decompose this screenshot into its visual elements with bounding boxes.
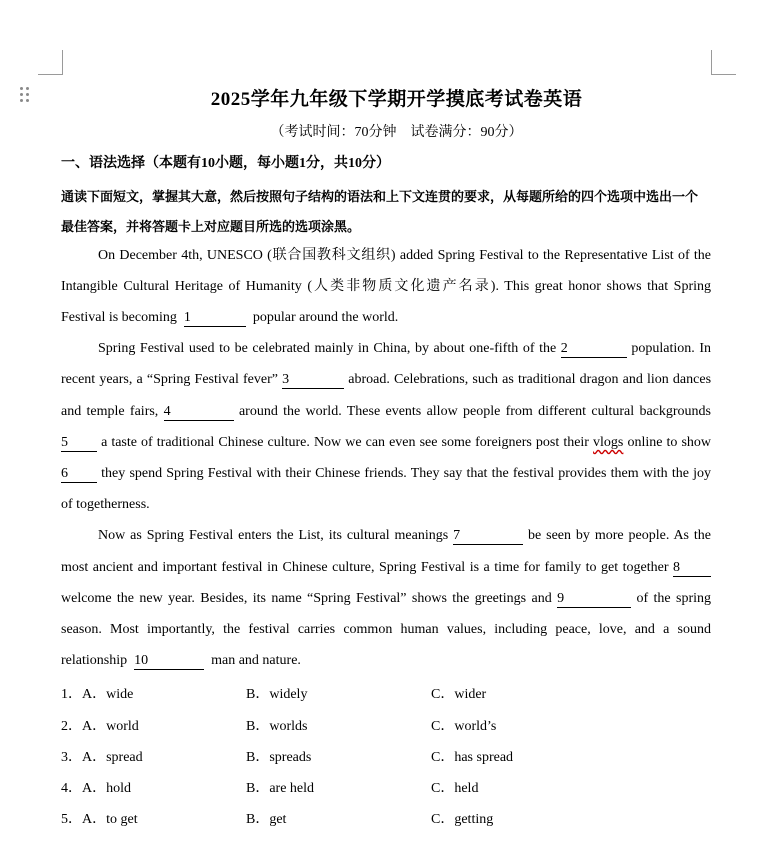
option-c[interactable]: C．wider <box>431 687 487 702</box>
option-a[interactable]: A．to get <box>82 812 138 827</box>
blank-2: 2 <box>561 341 627 358</box>
question-number: 1． <box>61 687 82 702</box>
misspelled-word: vlogs <box>593 435 624 450</box>
passage-line: recent years, a “Spring Festival fever” 3 abroad. Celebrations, such as traditional dragon and lion dances <box>61 372 712 387</box>
blank-4: 4 <box>164 404 234 421</box>
option-c[interactable]: C．has spread <box>431 750 514 765</box>
blank-8: 8 <box>673 560 711 577</box>
option-a[interactable]: A．spread <box>82 750 143 765</box>
option-a[interactable]: A．wide <box>82 687 134 702</box>
page-title: 2025学年九年级下学期开学摸底考试卷英语 <box>210 89 583 110</box>
page-corner-mark-left <box>38 50 63 75</box>
section-heading: 一、语法选择（本题有10小题，每小题1分，共10分） <box>61 156 390 171</box>
question-number: 2． <box>61 719 82 734</box>
blank-10: 10 <box>134 653 204 670</box>
passage-line: welcome the new year. Besides, its name “Spring Festival” shows the greetings and 9 of the spring <box>61 591 712 606</box>
question-number: 4． <box>61 781 82 796</box>
passage-line: 6 they spend Spring Festival with their Chinese friends. They say that the festival provides them with the joy <box>61 466 712 481</box>
option-b[interactable]: B．worlds <box>246 719 308 734</box>
option-c[interactable]: C．held <box>431 781 479 796</box>
option-b[interactable]: B．widely <box>246 687 308 702</box>
passage-line: and temple fairs, 4 around the world. These events allow people from different cultural backgrounds <box>61 404 711 419</box>
option-b[interactable]: B．get <box>246 812 287 827</box>
option-b[interactable]: B．spreads <box>246 750 312 765</box>
passage-line: Now as Spring Festival enters the List, its cultural meanings 7 be seen by more people. As the <box>98 528 712 543</box>
passage-line: of togetherness. <box>61 497 150 512</box>
question-number: 3． <box>61 750 82 765</box>
passage-line: Spring Festival used to be celebrated mainly in China, by about one-fifth of the 2 population. In <box>98 341 712 356</box>
passage-line: On December 4th, UNESCO (联合国教科文组织) added Spring Festival to the Representative List of the <box>98 248 711 263</box>
option-a[interactable]: A．world <box>82 719 139 734</box>
option-b[interactable]: B．are held <box>246 781 315 796</box>
instructions-line-1: 通读下面短文，掌握其大意，然后按照句子结构的语法和上下文连贯的要求，从每题所给的四个选项中选出一个 <box>61 189 699 204</box>
option-c[interactable]: C．world’s <box>431 719 497 734</box>
passage-line: 5 a taste of traditional Chinese culture. Now we can even see some foreigners post their vlogs online to show <box>61 435 712 450</box>
blank-1: 1 <box>184 310 246 327</box>
exam-info: （考试时间：70分钟 试卷满分：90分） <box>270 125 523 140</box>
option-a[interactable]: A．hold <box>82 781 131 796</box>
blank-7: 7 <box>453 528 523 545</box>
blank-6: 6 <box>61 466 97 483</box>
blank-9: 9 <box>557 591 631 608</box>
page-corner-mark-right <box>711 50 736 75</box>
blank-5: 5 <box>61 435 97 452</box>
blank-3: 3 <box>282 372 344 389</box>
passage-line: Intangible Cultural Heritage of Humanity (人类非物质文化遗产名录). This great honor shows that Spring <box>61 279 711 294</box>
question-number: 5． <box>61 812 82 827</box>
passage-line: most ancient and important festival in Chinese culture, Spring Festival is a time for family to get together 8 <box>61 558 711 578</box>
passage-line: Festival is becoming 1 popular around the world. <box>61 310 399 325</box>
instructions-line-2: 最佳答案，并将答题卡上对应题目所选的选项涂黑。 <box>61 219 361 234</box>
option-c[interactable]: C．getting <box>431 812 494 827</box>
passage-line: relationship 10 man and nature. <box>61 653 301 668</box>
passage-line: season. Most importantly, the festival carries common human values, including peace, love, and a sound <box>61 622 711 637</box>
